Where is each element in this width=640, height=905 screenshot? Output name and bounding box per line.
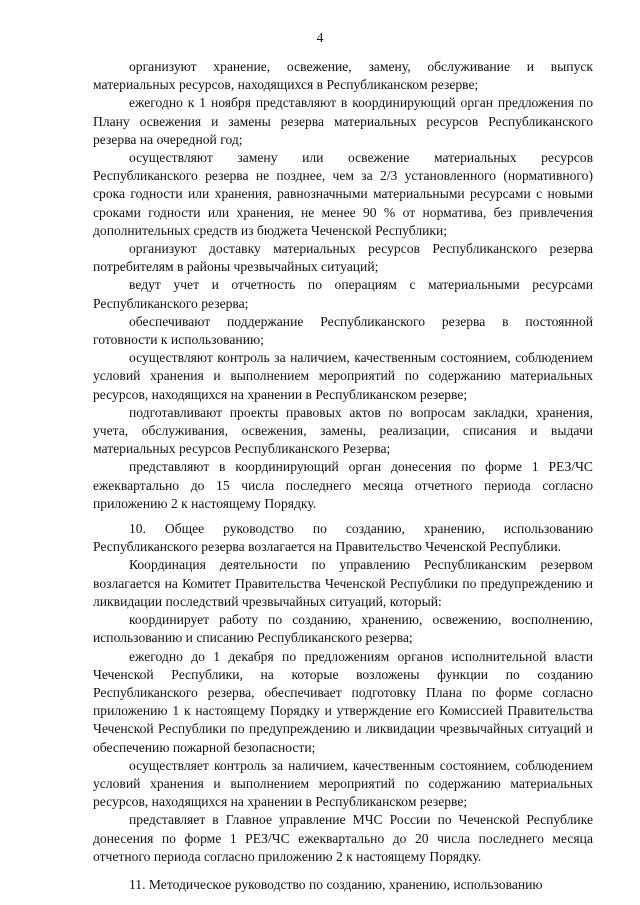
page-number: 4 <box>316 30 324 45</box>
paragraph-7: осуществляют контроль за наличием, качественным состоянием, соблюдением условий хранения и выполнением мероприятий по содержанию материальных ресурсов, находящихся на хранении в Республиканском резерве; <box>93 350 593 402</box>
paragraph-15: представляет в Главное управление МЧС России по Чеченской Республике донесения по форме 1 РЕЗ/ЧС ежеквартально до 20 числа последнего месяца отчетного периода согласно приложению 2 к настоящему Порядку. <box>93 812 593 864</box>
paragraph-13: ежегодно до 1 декабря по предложениям органов исполнительной власти Чеченской Республики, на которые возложены функции по созданию Республиканского резерва, обеспечивает подготовку Плана по форме согласно приложению 1 к настоящему Порядку и утверждение его Комиссией Правительства Чеченской Республики по предупреждению и ликвидации чрезвычайных ситуаций и обеспечению пожарной безопасности; <box>93 648 593 755</box>
paragraph-12: координирует работу по созданию, хранению, освежению, восполнению, использованию и списанию Республиканского резерва; <box>93 612 593 646</box>
paragraph-6: обеспечивают поддержание Республиканского резерва в постоянной готовности к использованию; <box>93 313 593 348</box>
paragraph-section-11: 11. Методическое руководство по созданию, хранению, использованию <box>129 876 543 892</box>
paragraph-14: осуществляет контроль за наличием, качественным состоянием, соблюдением условий хранения и выполнением мероприятий по содержанию материальных ресурсов, находящихся на хранении в Республиканском резерве; <box>93 757 593 810</box>
paragraph-3: осуществляют замену или освежение материальных ресурсов Республиканского резерва не позднее, чем за 2/3 установленного (нормативного) срока годности или хранения, равнозначными материальными ресурсами с новыми сроками годности или хранения, не менее 90 % от норматива, без привлечения дополнительных средств из бюджета Чеченской Республики; <box>93 150 593 238</box>
paragraph-section-10: 10. Общее руководство по созданию, хранению, использованию Республиканского резерва возлагается на Правительство Чеченской Республики. <box>93 521 593 555</box>
paragraph-2: ежегодно к 1 ноября представляют в координирующий орган предложения по Плану освежения и замены резерва материальных ресурсов Республиканского резерва на очередной год; <box>93 95 593 147</box>
paragraph-1: организуют хранение, освежение, замену, обслуживание и выпуск материальных ресурсов, находящихся в Республиканском резерве; <box>93 59 593 93</box>
paragraph-11: Координация деятельности по управлению Республиканским резервом возлагается на Комитет Правительства Чеченской Республики по предупреждению и ликвидации последствий чрезвычайных ситуаций, который: <box>93 557 593 609</box>
paragraph-9: представляют в координирующий орган донесения по форме 1 РЕЗ/ЧС ежеквартально до 15 числа последнего месяца отчетного периода согласно приложению 2 к настоящему Порядку. <box>93 459 593 511</box>
document-body <box>93 58 593 894</box>
paragraph-4: организуют доставку материальных ресурсов Республиканского резерва потребителям в районы чрезвычайных ситуаций; <box>93 241 593 275</box>
paragraph-5: ведут учет и отчетность по операциям с материальными ресурсами Республиканского резерва; <box>93 277 593 311</box>
paragraph-8: подготавливают проекты правовых актов по вопросам закладки, хранения, учета, обслуживания, освежения, замены, реализации, списания и выдачи материальных ресурсов Республиканского Резерва; <box>93 404 593 457</box>
